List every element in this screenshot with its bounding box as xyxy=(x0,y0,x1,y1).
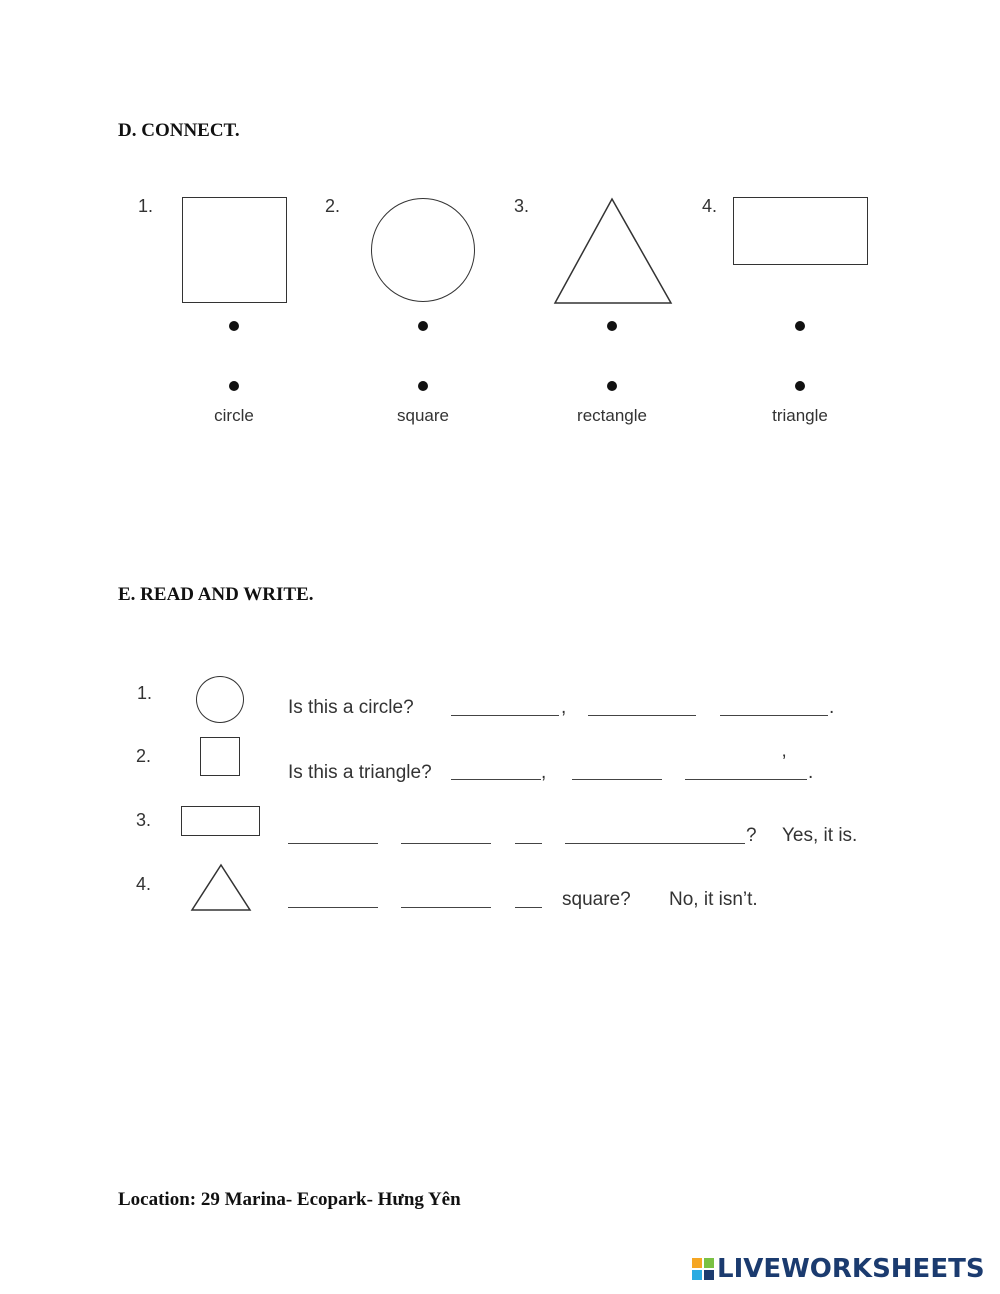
word-dot-4[interactable] xyxy=(795,381,805,391)
answer-blank-2-3[interactable] xyxy=(685,757,807,780)
word-label: triangle xyxy=(772,406,828,425)
answer-blank-1-3[interactable] xyxy=(720,693,828,716)
row-number: 1. xyxy=(137,683,153,703)
logo-mark-icon xyxy=(692,1258,714,1280)
circle-shape xyxy=(371,198,475,302)
answer-blank-4-3[interactable] xyxy=(515,885,542,908)
liveworksheets-logo xyxy=(692,1252,992,1286)
period: . xyxy=(808,762,814,783)
question-text: Is this a triangle? xyxy=(288,762,432,783)
row-number: 3. xyxy=(136,810,152,830)
square-shape xyxy=(200,737,240,776)
rectangle-shape xyxy=(181,806,260,836)
answer-blank-2-2[interactable] xyxy=(572,757,662,780)
question-word: square? xyxy=(562,889,631,910)
answer-blank-4-1[interactable] xyxy=(288,885,378,908)
triangle-shape xyxy=(190,863,252,913)
item-number: 4. xyxy=(702,196,718,216)
question-text: Is this a circle? xyxy=(288,697,414,718)
word-dot-1[interactable] xyxy=(229,381,239,391)
word-dot-2[interactable] xyxy=(418,381,428,391)
comma: , xyxy=(561,697,567,718)
answer-blank-1-2[interactable] xyxy=(588,693,696,716)
comma: , xyxy=(541,762,547,783)
word-label: square xyxy=(397,406,449,425)
shape-dot-4[interactable] xyxy=(795,321,805,331)
logo-text: LIVEWORKSHEETS xyxy=(717,1254,985,1284)
answer-blank-3-4[interactable] xyxy=(565,821,745,844)
period: . xyxy=(829,697,835,718)
answer-blank-4-2[interactable] xyxy=(401,885,491,908)
word-label: rectangle xyxy=(577,406,647,425)
answer-blank-2-1[interactable] xyxy=(451,757,541,780)
answer-blank-3-2[interactable] xyxy=(401,821,491,844)
item-number: 2. xyxy=(325,196,341,216)
word-dot-3[interactable] xyxy=(607,381,617,391)
item-number: 3. xyxy=(514,196,530,216)
row-number: 4. xyxy=(136,874,152,894)
shape-dot-3[interactable] xyxy=(607,321,617,331)
location-footer: Location: 29 Marina- Ecopark- Hưng Yên xyxy=(118,1189,461,1210)
answer-text: No, it isn’t. xyxy=(669,889,758,910)
row-number: 2. xyxy=(136,746,152,766)
answer-text: Yes, it is. xyxy=(782,825,858,846)
shape-dot-1[interactable] xyxy=(229,321,239,331)
shape-dot-2[interactable] xyxy=(418,321,428,331)
word-label: circle xyxy=(214,406,254,425)
rectangle-shape xyxy=(733,197,868,265)
answer-blank-3-3[interactable] xyxy=(515,821,542,844)
item-number: 1. xyxy=(138,196,154,216)
apostrophe: ’ xyxy=(782,752,787,773)
section-e-heading: E. READ AND WRITE. xyxy=(118,584,314,605)
section-d-heading: D. CONNECT. xyxy=(118,120,240,141)
question-mark: ? xyxy=(746,825,757,846)
answer-blank-1-1[interactable] xyxy=(451,693,559,716)
answer-blank-3-1[interactable] xyxy=(288,821,378,844)
square-shape xyxy=(182,197,287,303)
triangle-shape xyxy=(553,197,673,305)
circle-shape xyxy=(196,676,244,723)
